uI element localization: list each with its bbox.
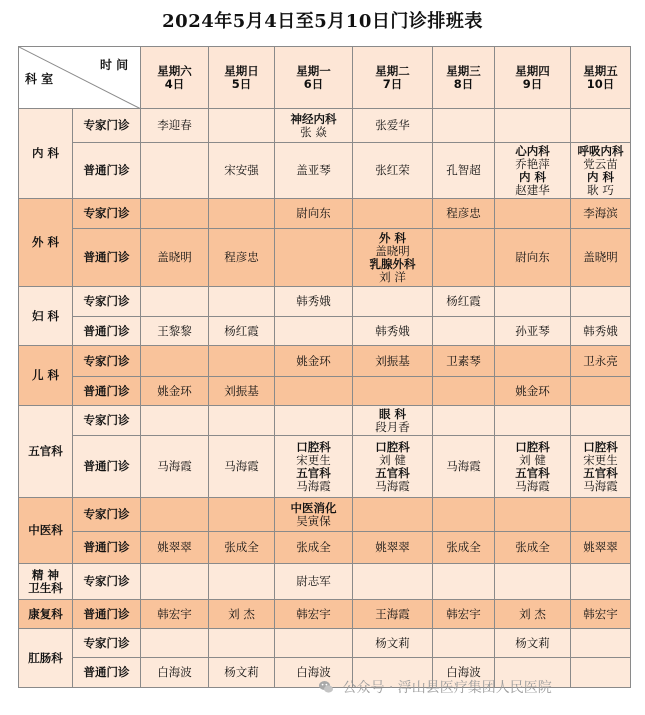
- schedule-cell: [571, 317, 631, 346]
- schedule-cell: [275, 629, 353, 658]
- schedule-cell: [571, 600, 631, 629]
- doctor-name: 马海霞: [446, 459, 481, 473]
- day-header: [141, 47, 209, 109]
- schedule-cell: [433, 498, 495, 532]
- schedule-cell: [571, 532, 631, 564]
- schedule-cell: [353, 317, 433, 346]
- doctor-name: 韩秀娥: [583, 323, 618, 338]
- doctor-name: 刘 杰: [228, 606, 255, 621]
- doctor-name: 马海霞: [224, 459, 259, 473]
- clinic-type: 专家门诊: [73, 287, 141, 317]
- clinic-type: 普通门诊: [73, 377, 141, 406]
- schedule-cell: [571, 346, 631, 377]
- clinic-type: 普通门诊: [73, 532, 141, 564]
- schedule-cell: [433, 199, 495, 229]
- schedule-cell: [141, 199, 209, 229]
- day-date: 7日: [382, 76, 403, 91]
- day-header: [571, 47, 631, 109]
- schedule-cell: [353, 564, 433, 600]
- day-header: [495, 47, 571, 109]
- schedule-cell: [141, 629, 209, 658]
- schedule-row: [19, 564, 631, 600]
- doctor-name: 马海霞: [583, 478, 618, 493]
- doctor-name: 马海霞: [296, 478, 331, 493]
- specialty-label: 五官科: [583, 465, 618, 480]
- doctor-name: 马海霞: [375, 478, 410, 493]
- specialty-label: 内 科: [586, 169, 614, 184]
- schedule-cell: [571, 498, 631, 532]
- schedule-cell: [571, 406, 631, 436]
- clinic-type: 专家门诊: [73, 498, 141, 532]
- doctor-name: 张红荣: [375, 163, 410, 177]
- schedule-cell: [275, 346, 353, 377]
- schedule-cell: [495, 406, 571, 436]
- watermark: [318, 678, 552, 698]
- schedule-cell: [275, 109, 353, 143]
- schedule-cell: [571, 629, 631, 658]
- schedule-cell: [141, 143, 209, 199]
- schedule-row: [19, 377, 631, 406]
- schedule-cell: [209, 658, 275, 688]
- clinic-type: 普通门诊: [73, 436, 141, 498]
- schedule-cell: [353, 109, 433, 143]
- schedule-cell: [209, 229, 275, 287]
- schedule-cell: [141, 564, 209, 600]
- schedule-cell: [571, 564, 631, 600]
- doctor-name: 李海滨: [583, 206, 618, 220]
- doctor-name: 盖晓明: [583, 250, 618, 264]
- clinic-type: 专家门诊: [73, 199, 141, 229]
- schedule-cell: [141, 658, 209, 688]
- schedule-cell: [353, 287, 433, 317]
- schedule-cell: [209, 498, 275, 532]
- doctor-name: 姚翠翠: [583, 540, 618, 554]
- wechat-icon: [318, 679, 334, 695]
- schedule-cell: [495, 600, 571, 629]
- doctor-name: 韩宏宇: [446, 606, 481, 621]
- doctor-name: 宋更生: [583, 452, 618, 467]
- schedule-cell: [433, 143, 495, 199]
- specialty-label: 心内科: [515, 143, 550, 158]
- schedule-row: [19, 287, 631, 317]
- schedule-cell: [141, 498, 209, 532]
- schedule-cell: [275, 377, 353, 406]
- schedule-cell: [433, 406, 495, 436]
- doctor-name: 宋更生: [296, 452, 331, 467]
- department-name: 五官科: [19, 406, 73, 498]
- doctor-name: 韩秀娥: [375, 323, 410, 338]
- schedule-cell: [495, 287, 571, 317]
- page-title: 2024年5月4日至5月10日门诊排班表: [162, 11, 483, 32]
- schedule-cell: [275, 498, 353, 532]
- specialty-label: 神经内科: [290, 111, 337, 126]
- schedule-cell: [353, 532, 433, 564]
- day-weekday: 星期日: [224, 63, 259, 78]
- day-weekday: 星期一: [296, 63, 331, 78]
- schedule-cell: [275, 199, 353, 229]
- doctor-name: 杨文莉: [224, 665, 259, 679]
- specialty-label: 五官科: [515, 465, 550, 480]
- schedule-cell: [209, 143, 275, 199]
- schedule-cell: [433, 317, 495, 346]
- doctor-name: 张成全: [224, 540, 259, 554]
- header-corner: [19, 47, 141, 109]
- schedule-cell: [209, 629, 275, 658]
- doctor-name: 杨文莉: [375, 635, 410, 650]
- watermark-text: 公众号 · 浮山县医疗集团人民医院: [342, 680, 552, 696]
- schedule-cell: [495, 109, 571, 143]
- doctor-name: 尉志军: [296, 574, 331, 588]
- schedule-cell: [495, 498, 571, 532]
- schedule-cell: [353, 436, 433, 498]
- department-name: 康复科: [19, 600, 73, 629]
- doctor-name: 韩宏宇: [583, 606, 618, 621]
- schedule-cell: [571, 287, 631, 317]
- schedule-cell: [353, 229, 433, 287]
- schedule-cell: [433, 377, 495, 406]
- doctor-name: 宋安强: [224, 163, 259, 177]
- doctor-name: 白海波: [157, 665, 192, 679]
- schedule-cell: [433, 600, 495, 629]
- specialty-label: 口腔科: [515, 439, 550, 454]
- schedule-cell: [353, 377, 433, 406]
- department-name: 外 科: [19, 199, 73, 287]
- doctor-name: 张 焱: [300, 124, 327, 139]
- day-weekday: 星期五: [583, 63, 618, 78]
- day-date: 5日: [231, 76, 252, 91]
- schedule-cell: [571, 229, 631, 287]
- doctor-name: 刘 洋: [379, 269, 406, 284]
- clinic-type: 专家门诊: [73, 564, 141, 600]
- doctor-name: 刘振基: [224, 383, 259, 398]
- doctor-name: 马海霞: [515, 478, 550, 493]
- doctor-name: 段月香: [375, 419, 410, 434]
- specialty-label: 口腔科: [375, 439, 410, 454]
- schedule-cell: [275, 143, 353, 199]
- schedule-row: [19, 406, 631, 436]
- clinic-type: 专家门诊: [73, 109, 141, 143]
- schedule-row: [19, 199, 631, 229]
- schedule-cell: [275, 436, 353, 498]
- specialty-label: 眼 科: [378, 406, 406, 421]
- doctor-name: 党云苗: [583, 156, 618, 171]
- schedule-cell: [209, 346, 275, 377]
- schedule-cell: [495, 143, 571, 199]
- doctor-name: 白海波: [446, 665, 481, 679]
- doctor-name: 程彦忠: [446, 206, 481, 220]
- department-name: 内 科: [19, 109, 73, 199]
- doctor-name: 刘 杰: [519, 606, 546, 621]
- specialty-label: 口腔科: [583, 439, 618, 454]
- schedule-row: [19, 629, 631, 658]
- clinic-type: 专家门诊: [73, 629, 141, 658]
- schedule-row: [19, 317, 631, 346]
- doctor-name: 刘振基: [375, 353, 410, 368]
- schedule-cell: [433, 532, 495, 564]
- doctor-name: 马海霞: [157, 459, 192, 473]
- day-date: 8日: [453, 76, 474, 91]
- day-weekday: 星期三: [446, 63, 481, 78]
- clinic-type: 专家门诊: [73, 406, 141, 436]
- doctor-name: 白海波: [296, 665, 331, 679]
- schedule-row: [19, 229, 631, 287]
- schedule-cell: [209, 406, 275, 436]
- schedule-cell: [495, 532, 571, 564]
- schedule-cell: [141, 600, 209, 629]
- schedule-cell: [141, 406, 209, 436]
- schedule-row: [19, 346, 631, 377]
- doctor-name: 张成全: [296, 540, 331, 554]
- doctor-name: 盖晓明: [157, 250, 192, 264]
- schedule-cell: [209, 287, 275, 317]
- schedule-cell: [571, 377, 631, 406]
- corner-dept-label: 科 室: [25, 72, 54, 86]
- schedule-cell: [495, 317, 571, 346]
- schedule-cell: [141, 229, 209, 287]
- doctor-name: 韩秀娥: [296, 294, 331, 308]
- schedule-row: [19, 600, 631, 629]
- doctor-name: 赵建华: [515, 182, 550, 197]
- schedule-cell: [495, 564, 571, 600]
- specialty-label: 内 科: [518, 169, 546, 184]
- schedule-cell: [433, 109, 495, 143]
- schedule-cell: [571, 436, 631, 498]
- schedule-cell: [209, 199, 275, 229]
- schedule-cell: [433, 346, 495, 377]
- schedule-cell: [353, 143, 433, 199]
- schedule-cell: [571, 658, 631, 688]
- schedule-cell: [433, 436, 495, 498]
- doctor-name: 孔智超: [446, 163, 481, 177]
- doctor-name: 杨文莉: [515, 635, 550, 650]
- doctor-name: 王海霞: [375, 606, 410, 621]
- schedule-cell: [275, 229, 353, 287]
- schedule-cell: [433, 564, 495, 600]
- doctor-name: 杨红霞: [446, 294, 481, 308]
- doctor-name: 韩宏宇: [296, 606, 331, 621]
- doctor-name: 刘 健: [519, 452, 546, 467]
- schedule-cell: [141, 346, 209, 377]
- day-weekday: 星期二: [375, 63, 410, 78]
- doctor-name: 卫永亮: [583, 353, 618, 368]
- schedule-cell: [275, 564, 353, 600]
- schedule-row: [19, 436, 631, 498]
- schedule-cell: [353, 498, 433, 532]
- schedule-cell: [275, 532, 353, 564]
- doctor-name: 张成全: [515, 540, 550, 554]
- schedule-cell: [571, 199, 631, 229]
- schedule-cell: [353, 629, 433, 658]
- schedule-cell: [495, 229, 571, 287]
- clinic-type: 普通门诊: [73, 317, 141, 346]
- clinic-type: 专家门诊: [73, 346, 141, 377]
- schedule-cell: [353, 406, 433, 436]
- schedule-cell: [209, 564, 275, 600]
- doctor-name: 尉向东: [515, 250, 550, 264]
- doctor-name: 程彦忠: [224, 250, 259, 264]
- day-header: [353, 47, 433, 109]
- corner-time-label: 时 间: [100, 58, 129, 72]
- doctor-name: 张成全: [446, 540, 481, 554]
- schedule-row: [19, 109, 631, 143]
- schedule-cell: [275, 317, 353, 346]
- day-weekday: 星期四: [515, 63, 550, 78]
- schedule-cell: [495, 436, 571, 498]
- schedule-cell: [141, 317, 209, 346]
- doctor-name: 姚翠翠: [375, 540, 410, 554]
- schedule-cell: [495, 199, 571, 229]
- schedule-row: [19, 498, 631, 532]
- clinic-type: 普通门诊: [73, 229, 141, 287]
- schedule-cell: [353, 199, 433, 229]
- schedule-cell: [571, 109, 631, 143]
- day-header: [433, 47, 495, 109]
- schedule-cell: [495, 629, 571, 658]
- day-date: 6日: [303, 76, 324, 91]
- schedule-table: [18, 46, 631, 688]
- department-name: 儿 科: [19, 346, 73, 406]
- schedule-cell: [495, 346, 571, 377]
- specialty-label: 五官科: [375, 465, 410, 480]
- department-name: 肛肠科: [19, 629, 73, 688]
- schedule-cell: [275, 600, 353, 629]
- schedule-cell: [209, 532, 275, 564]
- schedule-cell: [141, 287, 209, 317]
- doctor-name: 尉向东: [296, 206, 331, 220]
- day-header: [275, 47, 353, 109]
- doctor-name: 刘 健: [379, 452, 406, 467]
- specialty-label: 口腔科: [296, 439, 331, 454]
- schedule-cell: [353, 600, 433, 629]
- specialty-label: 中医消化: [290, 500, 337, 515]
- schedule-row: [19, 143, 631, 199]
- doctor-name: 盖亚琴: [296, 163, 331, 177]
- doctor-name: 姚金环: [157, 383, 192, 398]
- doctor-name: 乔艳萍: [515, 156, 550, 171]
- clinic-type: 普通门诊: [73, 658, 141, 688]
- day-date: 4日: [164, 76, 185, 91]
- doctor-name: 吴寅保: [296, 513, 331, 528]
- doctor-name: 杨红霞: [224, 323, 259, 338]
- schedule-cell: [209, 109, 275, 143]
- doctor-name: 卫素琴: [446, 353, 481, 368]
- schedule-cell: [275, 287, 353, 317]
- schedule-cell: [433, 229, 495, 287]
- day-date: 9日: [522, 76, 543, 91]
- doctor-name: 姚金环: [515, 383, 550, 398]
- schedule-cell: [495, 377, 571, 406]
- day-date: 10日: [586, 76, 615, 91]
- schedule-cell: [209, 377, 275, 406]
- schedule-cell: [571, 143, 631, 199]
- schedule-cell: [141, 109, 209, 143]
- schedule-cell: [209, 317, 275, 346]
- day-header: [209, 47, 275, 109]
- specialty-label: 呼吸内科: [577, 143, 624, 158]
- doctor-name: 李迎春: [157, 118, 192, 132]
- specialty-label: 五官科: [296, 465, 331, 480]
- doctor-name: 王黎黎: [157, 323, 192, 338]
- doctor-name: 盖晓明: [375, 243, 410, 258]
- doctor-name: 张爱华: [375, 118, 410, 132]
- schedule-cell: [433, 629, 495, 658]
- doctor-name: 姚金环: [296, 353, 331, 368]
- schedule-cell: [353, 346, 433, 377]
- schedule-cell: [141, 532, 209, 564]
- schedule-cell: [141, 436, 209, 498]
- day-weekday: 星期六: [157, 63, 192, 78]
- doctor-name: 孙亚琴: [515, 323, 550, 338]
- doctor-name: 韩宏宇: [157, 606, 192, 621]
- schedule-cell: [209, 600, 275, 629]
- clinic-type: 普通门诊: [73, 600, 141, 629]
- schedule-cell: [141, 377, 209, 406]
- schedule-cell: [209, 436, 275, 498]
- department-name: 妇 科: [19, 287, 73, 346]
- specialty-label: 外 科: [378, 230, 406, 245]
- schedule-row: [19, 532, 631, 564]
- specialty-label: 乳腺外科: [369, 256, 416, 271]
- department-name: 精 神 卫生科: [19, 564, 73, 600]
- clinic-type: 普通门诊: [73, 143, 141, 199]
- schedule-cell: [433, 287, 495, 317]
- department-name: 中医科: [19, 498, 73, 564]
- doctor-name: 姚翠翠: [157, 540, 192, 554]
- doctor-name: 耿 巧: [587, 182, 614, 197]
- schedule-cell: [275, 406, 353, 436]
